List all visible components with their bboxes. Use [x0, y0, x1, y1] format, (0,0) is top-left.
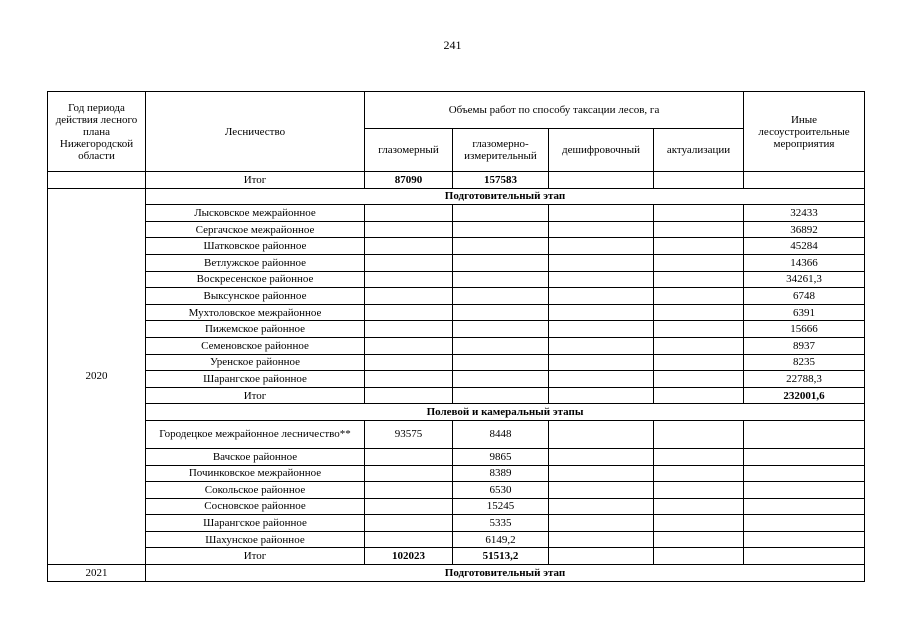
visual-value [365, 531, 453, 548]
visual-measuring-value: 8389 [453, 465, 549, 482]
header-visual: глазомерный [365, 129, 453, 172]
visual-measuring-value: 15245 [453, 498, 549, 515]
forestry-name: Мухтоловское межрайонное [146, 304, 365, 321]
visual-value [365, 498, 453, 515]
total-visual: 102023 [365, 548, 453, 565]
table-row [48, 205, 865, 222]
header-other-measures: Иные лесоустроительные мероприятия [744, 92, 865, 172]
total-label: Итог [146, 387, 365, 404]
table-row [48, 448, 865, 465]
year-2020: 2020 [48, 188, 146, 564]
header-visual-measuring: глазомерно-измерительный [453, 129, 549, 172]
forestry-name: Выксунское районное [146, 288, 365, 305]
table-row [48, 548, 865, 565]
total-visual-measuring: 51513,2 [453, 548, 549, 565]
table-row [48, 221, 865, 238]
visual-value [365, 465, 453, 482]
visual-value [365, 482, 453, 499]
visual-measuring-value: 6149,2 [453, 531, 549, 548]
visual-measuring-value: 9865 [453, 448, 549, 465]
visual-measuring-value: 6530 [453, 482, 549, 499]
visual-measuring-value: 8448 [453, 420, 549, 448]
header-update: актуализации [654, 129, 744, 172]
forest-work-volumes-table [47, 91, 865, 582]
forestry-name: Шахунское районное [146, 531, 365, 548]
forestry-name: Сокольское районное [146, 482, 365, 499]
forestry-name: Вачское районное [146, 448, 365, 465]
page-number: 241 [443, 38, 462, 52]
other-measures-value: 6391 [744, 304, 865, 321]
visual-measuring-value: 5335 [453, 515, 549, 532]
table-row [48, 387, 865, 404]
table-row [48, 515, 865, 532]
other-measures-value: 6748 [744, 288, 865, 305]
total-other-measures: 232001,6 [744, 387, 865, 404]
other-measures-value: 34261,3 [744, 271, 865, 288]
other-measures-value: 36892 [744, 221, 865, 238]
header-decoding: дешифровочный [549, 129, 654, 172]
section-row [48, 404, 865, 421]
table-row [48, 238, 865, 255]
table-row [48, 420, 865, 448]
visual-value [365, 515, 453, 532]
forestry-name: Шатковское районное [146, 238, 365, 255]
forestry-name: Уренское районное [146, 354, 365, 371]
section-title-prep: Подготовительный этап [146, 188, 865, 205]
other-measures-value: 8235 [744, 354, 865, 371]
table-row [48, 531, 865, 548]
visual-value [365, 448, 453, 465]
header-volumes-group: Объемы работ по способу таксации лесов, га [365, 92, 744, 129]
forestry-name: Воскресенское районное [146, 271, 365, 288]
forestry-name: Лысковское межрайонное [146, 205, 365, 222]
section-row [48, 565, 865, 582]
table-row [48, 337, 865, 354]
table-row [48, 465, 865, 482]
forestry-name: Пижемское районное [146, 321, 365, 338]
section-title-field: Полевой и камеральный этапы [146, 404, 865, 421]
table-row [48, 354, 865, 371]
forestry-name: Ветлужское районное [146, 254, 365, 271]
other-measures-value: 8937 [744, 337, 865, 354]
table-row [48, 482, 865, 499]
forestry-name: Шарангское районное [146, 371, 365, 388]
forestry-name: Сосновское районное [146, 498, 365, 515]
total-visual-measuring: 157583 [453, 172, 549, 189]
visual-value: 93575 [365, 420, 453, 448]
forestry-name: Шарангское районное [146, 515, 365, 532]
table-row [48, 498, 865, 515]
header-forestry: Лесничество [146, 92, 365, 172]
forestry-name: Починковское межрайонное [146, 465, 365, 482]
table-row [48, 172, 865, 189]
year-2021: 2021 [48, 565, 146, 582]
table-row [48, 254, 865, 271]
table-row [48, 371, 865, 388]
section-title-prep-2021: Подготовительный этап [146, 565, 865, 582]
other-measures-value: 14366 [744, 254, 865, 271]
table-row [48, 288, 865, 305]
total-label: Итог [146, 172, 365, 189]
header-year: Год периода действия лесного плана Нижегородской области [48, 92, 146, 172]
forestry-name: Семеновское районное [146, 337, 365, 354]
total-visual: 87090 [365, 172, 453, 189]
other-measures-value: 15666 [744, 321, 865, 338]
other-measures-value: 45284 [744, 238, 865, 255]
total-label: Итог [146, 548, 365, 565]
table-row [48, 304, 865, 321]
forestry-name: Городецкое межрайонное лесничество** [146, 420, 365, 448]
other-measures-value: 22788,3 [744, 371, 865, 388]
forestry-name: Сергачское межрайонное [146, 221, 365, 238]
other-measures-value: 32433 [744, 205, 865, 222]
table-row [48, 271, 865, 288]
section-row [48, 188, 865, 205]
table-row [48, 321, 865, 338]
